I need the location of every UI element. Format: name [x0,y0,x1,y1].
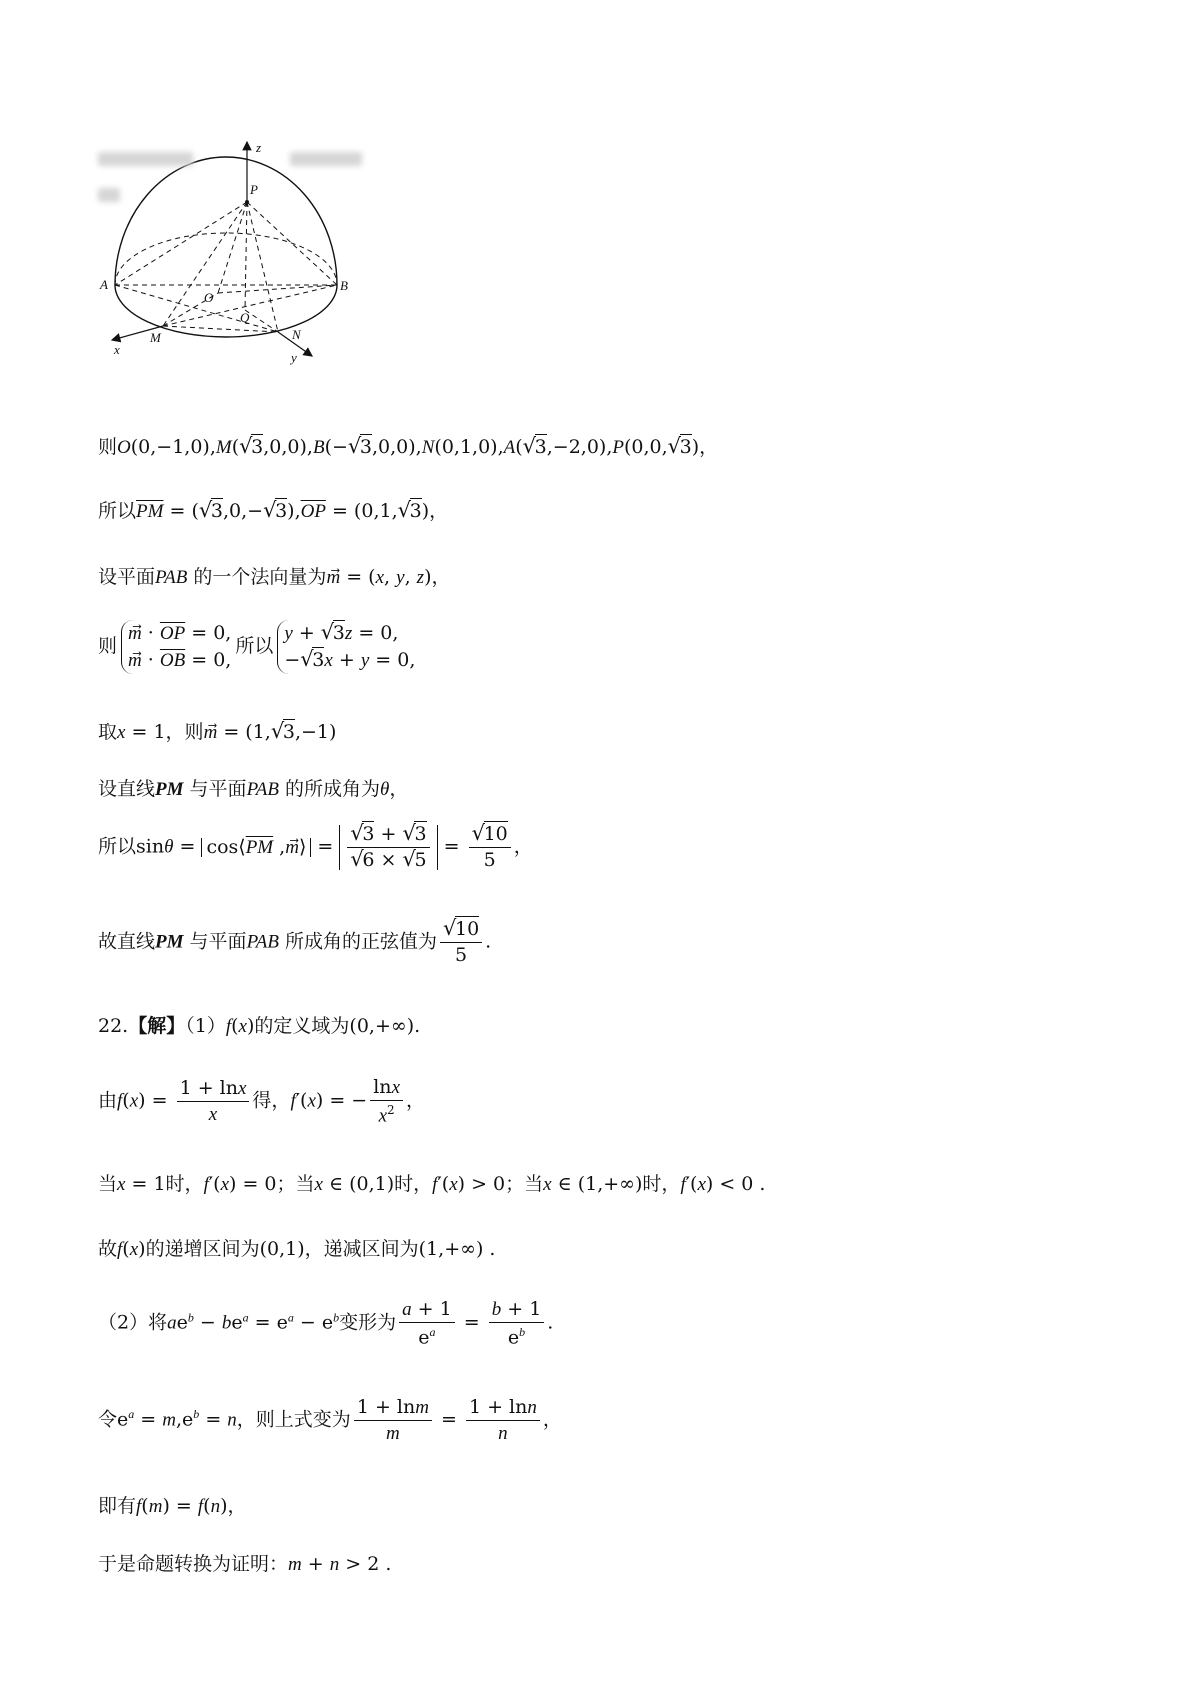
hemisphere-figure [98,140,368,370]
part2-transform-line: （2）将$ae^b - be^a = e^a - e^b$变形为 $\frac{a + 1}{e^a}$ = $\frac{b + 1}{e^b}$ . [98,1298,554,1349]
label-N: N [292,327,301,342]
label-O: O [204,290,214,305]
take-x-line: 取x = 1，则m⃗ = (1, √ 3,−1) [98,723,336,742]
label-M: M [150,330,161,345]
label-y: y [291,350,297,365]
label-P: P [250,182,258,197]
hemisphere-diagram [98,140,368,370]
sin-theta-line: 所以$\sin\theta = \cos⟨\overline{PM}$ ,m⃗⟩ = √ 3 + √ 3 √ 6 × √ 5 = √ $\frac{10}{5}$ ， [98,825,533,870]
q22-header-line: 22.【解】（1）f(x)的定义域为(0,+∞). [98,1015,421,1037]
label-Q: Q [240,310,250,325]
prove-goal-line: 于是命题转换为证明：m + n > 2 . [98,1553,392,1575]
label-B: B [340,278,348,293]
conclusion-line: 故直线PM 与平面PAB 所成角的正弦值为 √ $\frac{10}{5}$ . [98,920,491,965]
angle-def-line: 设直线PM 与平面PAB 的所成角为θ， [98,778,409,800]
blurred-text [290,152,362,166]
equation-system-line: 则 m⃗ · $\overline{OP} = 0$, m⃗ · $\overline{OB} = 0$, 所以 y + √ 3z = 0, − √ 3x + y = 0, [98,620,419,674]
f-equal-line: 即有f(m) = f(n)， [98,1495,247,1517]
substitution-line: 令$e^a = m,e^b = n$，则上式变为 $\frac{1 + \ln m}{m}$ = $\frac{1 + \ln n}{n}$ ， [98,1396,562,1444]
normal-vector-line: 设平面PAB 的一个法向量为m⃗ = (x, y, z)， [98,566,451,588]
blurred-text [98,188,120,202]
label-z: z [256,140,262,155]
vectors-line: 所以$\overline{PM}$ = ( √ 3,0,− √ $3),\overline{OP} = (0,1$, √ 3)， [98,502,448,521]
coordinates-line: 则O(0,−1,0),M( √ 3,0,0),B(− √ 3,0,0),N(0,1,0),A( √ 3,−2,0),P(0,0, √ 3)， [98,438,718,457]
label-x: x [114,342,120,357]
sign-analysis-line: 当x = 1时，f′(x) = 0；当x ∈ (0,1)时，f′(x) > 0；当x ∈ (1,+∞)时，f′(x) < 0 . [98,1173,766,1195]
derivative-line: 由f(x) = $\frac{1 + \ln x}{x}$ 得，f′(x) = − $\frac{\ln x}{x^2}$ ， [98,1076,426,1127]
label-A: A [100,277,108,292]
monotonic-intervals-line: 故f(x)的递增区间为(0,1)，递减区间为(1,+∞) . [98,1238,496,1260]
blurred-text [98,152,193,166]
